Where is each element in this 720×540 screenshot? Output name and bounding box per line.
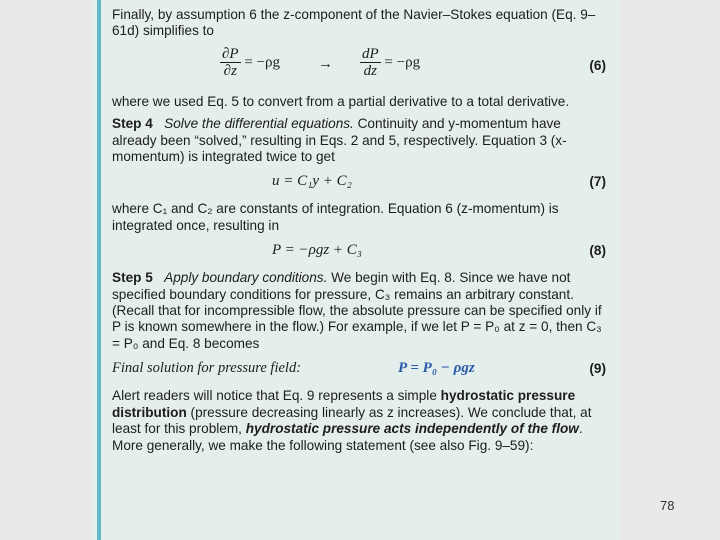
paragraph-total-derivative: where we used Eq. 5 to convert from a partial derivative to a total derivative. (112, 93, 570, 109)
eq6-lhs-rest: = −ρg (244, 54, 280, 71)
page-content (112, 7, 608, 454)
eq6-lhs-numerator: ∂P (222, 45, 239, 62)
page-number: 78 (660, 498, 675, 513)
eq7-expression: u = C₁y + C₂ (272, 173, 352, 190)
step5-paragraph (112, 270, 608, 352)
eq6-rhs-denominator: dz (363, 63, 377, 80)
paragraph-hydrostatic (112, 388, 608, 454)
paragraph-navier-stokes: Finally, by assumption 6 the z-component of the Navier–Stokes equation (Eq. 9–61d) simplifies to (112, 7, 596, 39)
eq9-number: (9) (589, 361, 606, 377)
eq6-rhs-numerator: dP (362, 45, 379, 62)
margin-rule (97, 0, 101, 540)
equation-9 (112, 356, 608, 382)
para4-bold-italic: hydrostatic pressure acts independently of the flow (245, 421, 579, 437)
eq8-expression: P = −ρgz + C₃ (272, 242, 363, 259)
eq6-number: (6) (589, 57, 606, 73)
para4-bold-hydrostatic: hydrostatic pressure distribution (112, 388, 576, 420)
equation-6 (112, 44, 608, 88)
step4-text: Continuity and y-momentum have already been “solved,” resulting in Eqs. 2 and 5, respectively. Equation 3 (x-momentum) is integrated twice to get (112, 116, 567, 165)
eq8-number: (8) (589, 243, 606, 259)
eq6-rhs-rest: = −ρg (384, 54, 421, 71)
step5-title: Apply boundary conditions. (164, 270, 328, 286)
paragraph-constants: where C₁ and C₂ are constants of integration. Equation 6 (z-momentum) is integrated once, resulting in (112, 201, 559, 233)
equation-8 (112, 238, 608, 264)
eq9-label: Final solution for pressure field: (112, 360, 302, 377)
step4-paragraph (112, 116, 608, 165)
step4-label: Step 4 (112, 116, 153, 132)
para4-part2: (pressure decreasing linearly as z increases). We conclude that, at least for this problem, (112, 404, 592, 437)
step5-text: We begin with Eq. 8. Since we have not specified boundary conditions for pressure, C₃ remains an arbitrary constant. (Recall that for incompressible flow, the absolute pressure can be specified only if P is known somewhere in the flow.) For example, if we let P = P₀ at z = 0, then C₃ = P₀ and Eq. 8 becomes (112, 270, 602, 351)
eq9-expression: P = P₀ − ρgz (398, 360, 475, 377)
equation-7 (112, 169, 608, 195)
step5-label: Step 5 (112, 270, 153, 286)
eq6-arrow: → (318, 55, 333, 72)
eq6-right (360, 46, 420, 80)
eq6-lhs-denominator: ∂z (223, 63, 237, 80)
step4-title: Solve the differential equations. (164, 116, 354, 132)
para4-part1: Alert readers will notice that Eq. 9 represents a simple (112, 388, 441, 404)
eq6-left (220, 46, 280, 80)
para4-part3: . More generally, we make the following statement (see also Fig. 9–59): (112, 421, 583, 453)
eq7-number: (7) (589, 174, 606, 190)
